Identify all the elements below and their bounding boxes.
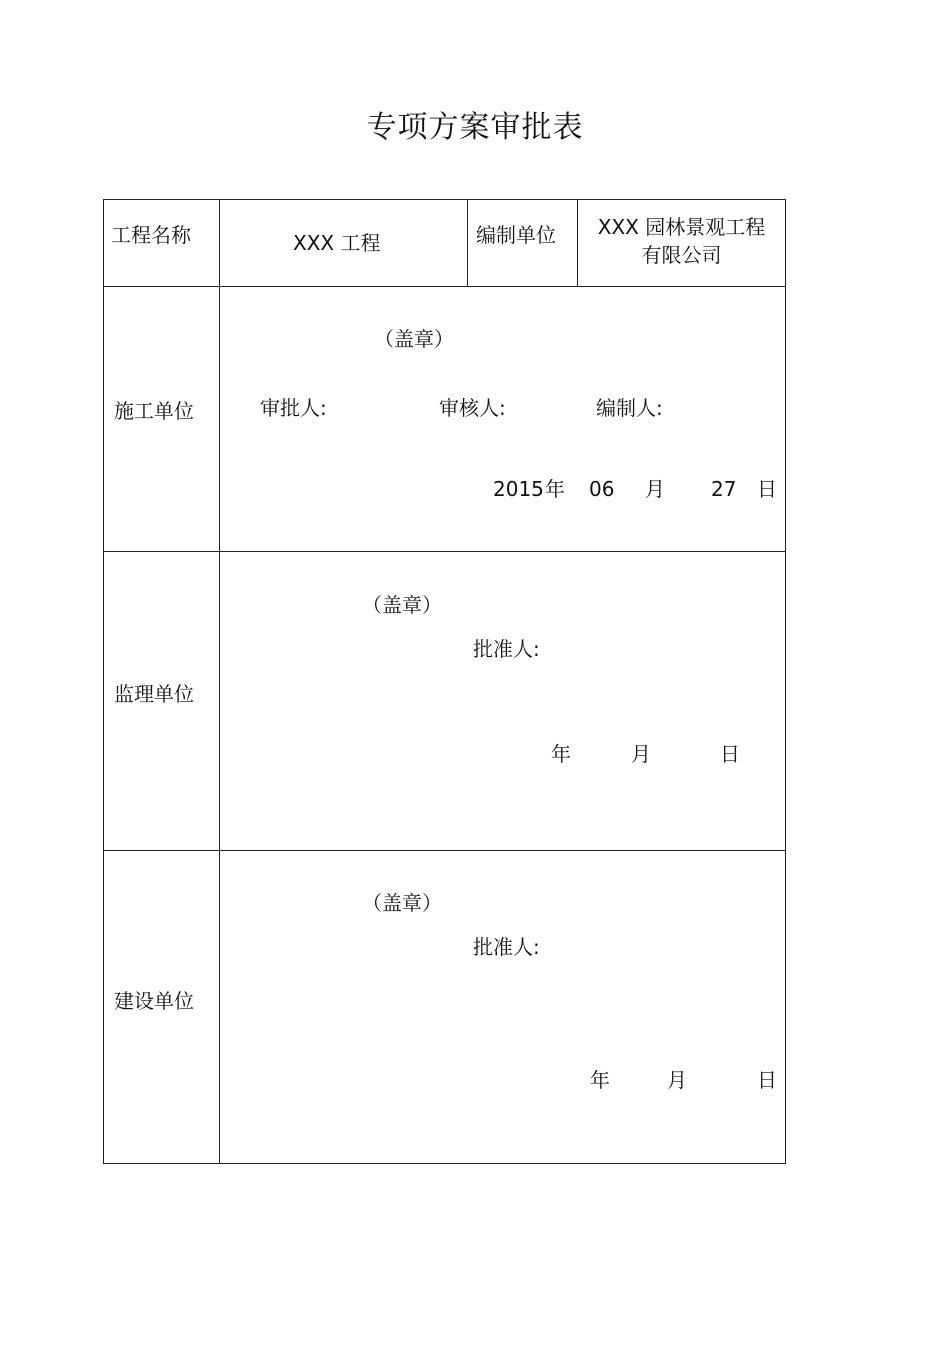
supervision-seal: （盖章）	[362, 593, 442, 617]
project-name-value: XXX 工程	[293, 231, 381, 255]
owner-approver-label: 批准人:	[473, 935, 540, 959]
construction-unit-label: 施工单位	[114, 399, 194, 423]
construction-date-month: 06	[589, 477, 615, 501]
construction-seal: （盖章）	[374, 327, 454, 351]
supervision-date-year-label: 年	[551, 742, 571, 766]
construction-date-day: 27	[711, 477, 737, 501]
compiler-unit-value-line1: XXX 园林景观工程	[597, 215, 766, 239]
owner-date-month-label: 月	[667, 1068, 687, 1092]
construction-reviewer-label: 审核人:	[439, 396, 506, 420]
construction-date-year-label: 年	[545, 477, 565, 501]
table-divider-row2	[103, 551, 786, 552]
supervision-date-month-label: 月	[631, 742, 651, 766]
construction-date-month-label: 月	[645, 477, 665, 501]
construction-approver-label: 审批人:	[260, 396, 327, 420]
table-divider-col4	[577, 199, 578, 287]
project-name-label: 工程名称	[111, 223, 191, 247]
table-border-left	[103, 199, 104, 1164]
construction-date-year: 2015	[493, 477, 544, 501]
supervision-approver-label: 批准人:	[473, 637, 540, 661]
owner-seal: （盖章）	[362, 891, 442, 915]
supervision-date-day-label: 日	[720, 742, 740, 766]
owner-date-year-label: 年	[590, 1068, 610, 1092]
owner-unit-label: 建设单位	[114, 989, 194, 1013]
page-title: 专项方案审批表	[366, 110, 584, 145]
table-divider-row3	[103, 850, 786, 851]
supervision-unit-label: 监理单位	[114, 682, 194, 706]
table-divider-label-col	[219, 199, 220, 1164]
table-border-bottom	[103, 1163, 786, 1164]
construction-compiler-label: 编制人:	[596, 396, 663, 420]
compiler-unit-value-line2: 有限公司	[641, 243, 722, 267]
owner-date-day-label: 日	[757, 1068, 777, 1092]
compiler-unit-label: 编制单位	[476, 223, 556, 247]
table-divider-col3	[467, 199, 468, 287]
table-divider-row1	[103, 286, 786, 287]
construction-date-day-label: 日	[757, 477, 777, 501]
table-border-top	[103, 199, 786, 200]
table-border-right	[785, 199, 786, 1164]
